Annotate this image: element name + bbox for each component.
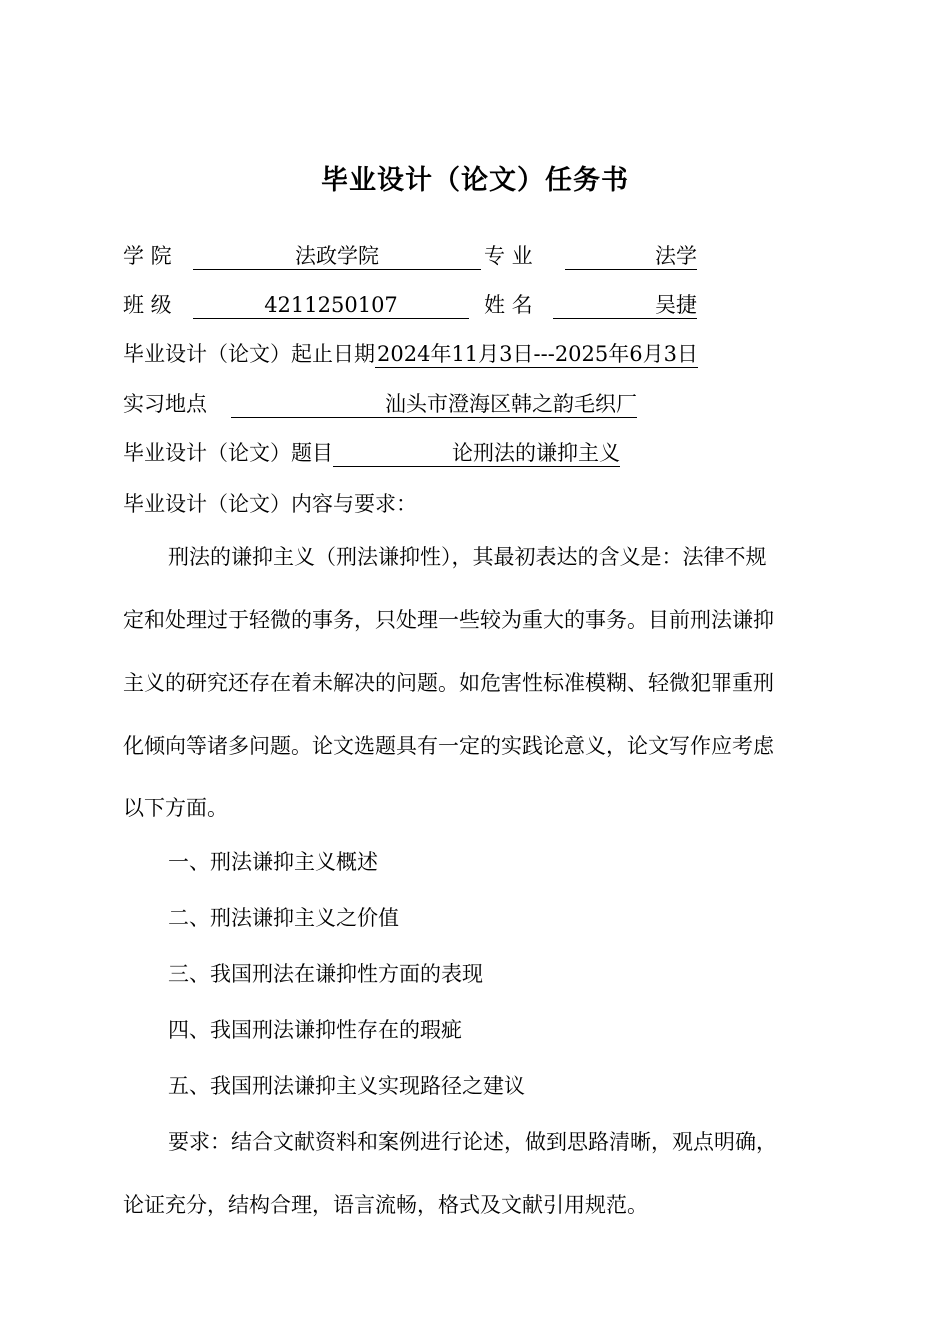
period-value: 2024年11月3日---2025年6月3日 <box>377 342 698 366</box>
page-title: 毕业设计（论文）任务书 <box>321 165 629 196</box>
intro-line: 定和处理过于轻微的事务，只处理一些较为重大的事务。目前刑法谦抑 <box>123 608 774 632</box>
outline-item: 二、刑法谦抑主义之价值 <box>168 906 399 930</box>
name-label: 姓 名 <box>484 293 533 317</box>
college-label: 学 院 <box>123 244 172 268</box>
location-label: 实习地点 <box>123 392 207 416</box>
intro-line: 以下方面。 <box>123 796 228 820</box>
intro-line: 化倾向等诸多问题。论文选题具有一定的实践论意义，论文写作应考虑 <box>123 734 774 758</box>
intro-line: 刑法的谦抑主义（刑法谦抑性），其最初表达的含义是：法律不规 <box>168 545 767 569</box>
name-value: 吴捷 <box>553 292 697 319</box>
class-value: 4211250107 <box>193 292 469 319</box>
major-value: 法学 <box>565 243 697 270</box>
outline-item: 三、我国刑法在谦抑性方面的表现 <box>168 962 483 986</box>
location-value: 汕头市澄海区韩之韵毛织厂 <box>231 391 637 418</box>
period-label: 毕业设计（论文）起止日期 <box>123 342 375 366</box>
class-label: 班 级 <box>123 293 172 317</box>
outline-item: 五、我国刑法谦抑主义实现路径之建议 <box>168 1074 525 1098</box>
outline-item: 四、我国刑法谦抑性存在的瑕疵 <box>168 1018 462 1042</box>
intro-line: 主义的研究还存在着未解决的问题。如危害性标准模糊、轻微犯罪重刑 <box>123 671 774 695</box>
major-label: 专 业 <box>484 244 533 268</box>
topic-value: 论刑法的谦抑主义 <box>333 440 620 467</box>
requirement-line: 论证充分，结构合理，语言流畅，格式及文献引用规范。 <box>123 1193 648 1217</box>
outline-item: 一、刑法谦抑主义概述 <box>168 850 378 874</box>
topic-label: 毕业设计（论文）题目 <box>123 441 333 465</box>
requirement-line: 要求：结合文献资料和案例进行论述，做到思路清晰，观点明确， <box>168 1130 777 1154</box>
college-value: 法政学院 <box>193 243 481 270</box>
content-label: 毕业设计（论文）内容与要求： <box>123 492 417 516</box>
